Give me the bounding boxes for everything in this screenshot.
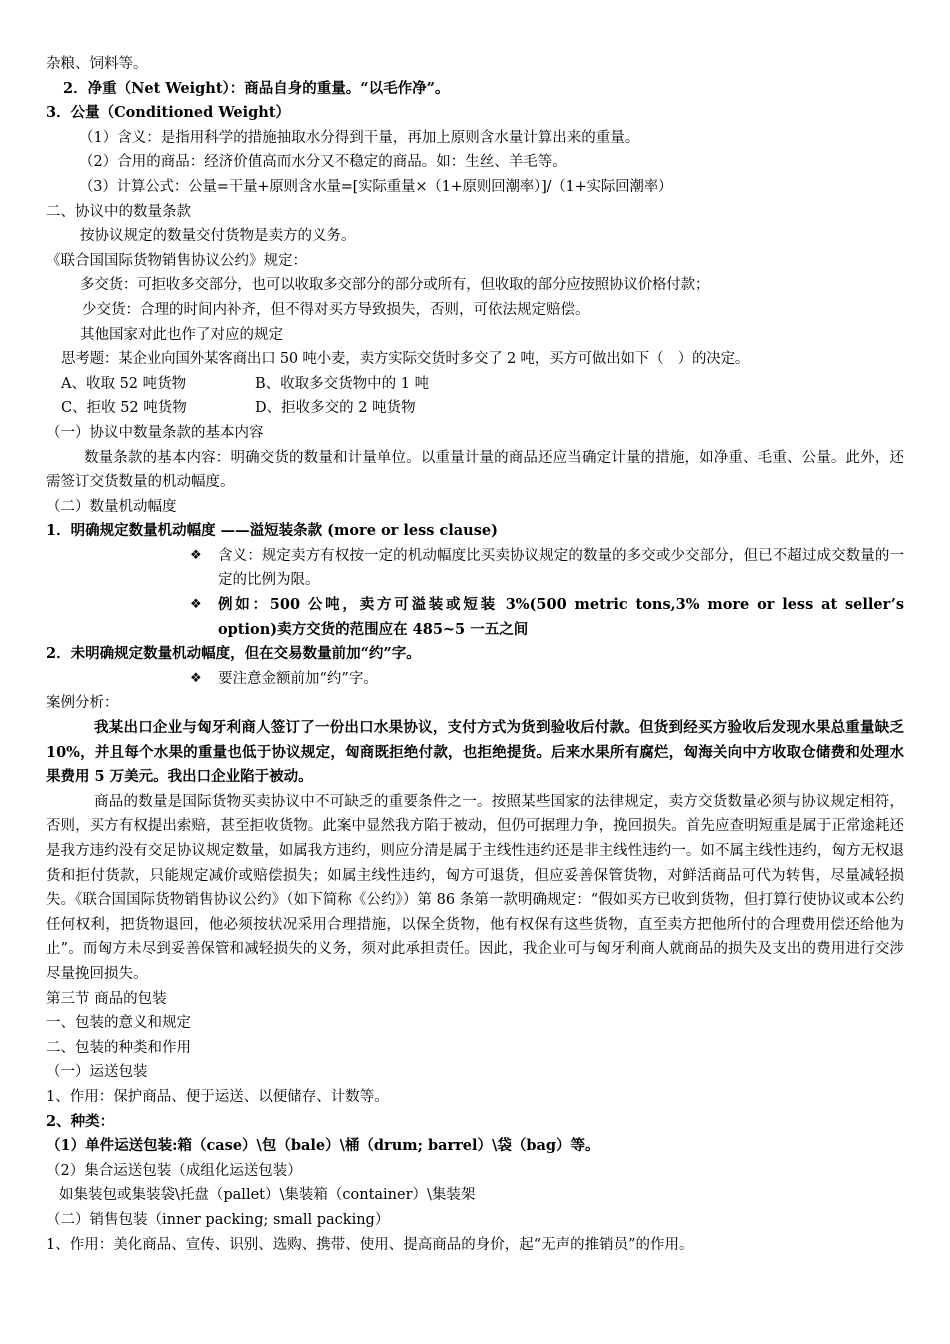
text-line: 按协议规定的数量交付货物是卖方的义务。 [80,228,356,245]
subsection-heading: （二）销售包装（inner packing; small packing） [46,1211,390,1228]
text-line: 1、作用：保护商品、便于运送、以便储存、计数等。 [46,1088,389,1105]
heading-more-or-less-clause: 1．明确规定数量机动幅度 ——溢短装条款 (more or less clause) [46,522,498,540]
section-heading: 第三节 商品的包装 [46,990,167,1007]
heading-unspecified-range: 2．未明确规定数量机动幅度，但在交易数量前加“约”字。 [46,645,421,663]
case-paragraph: 我某出口企业与匈牙利商人签订了一份出口水果协议，支付方式为货到验收后付款。但货到经买方验收后发现水果总重量缺乏 10%，并且每个水果的重量也低于协议规定，匈商既拒绝付款，也拒绝提货。后来水果所有腐烂，匈海关向中方收取仓储费和处理水果费用 5 万美元。我出口企业陷于被动。 [46,719,904,786]
case-heading: 案例分析： [46,695,119,712]
section-heading: 二、协议中的数量条款 [46,203,191,220]
section-heading: 二、包装的种类和作用 [46,1039,191,1056]
text-line: 少交货：合理的时间内补齐，但不得对买方导致损失，否则，可依法规定赔偿。 [82,301,590,318]
text-line: 《联合国国际货物销售协议公约》规定： [46,252,307,269]
choice-c: C、拒收 52 吨货物 [61,400,187,417]
document-page [46,52,904,1257]
paragraph: 数量条款的基本内容：明确交货的数量和计量单位。以重量计量的商品还应当确定计量的措施，如净重、毛重、公量。此外，还需签订交货数量的机动幅度。 [46,449,904,491]
heading-net-weight: 2．净重（Net Weight）：商品自身的重量。“以毛作净”。 [63,79,450,97]
text-line: （1）含义：是指用科学的措施抽取水分得到干量，再加上原则含水量计算出来的重量。 [79,129,640,146]
bullet-item [46,544,904,593]
bullet-text: 含义：规定卖方有权按一定的机动幅度比买卖协议规定的数量的多交或少交部分，但已不超过成交数量的一定的比例为限。 [218,547,904,589]
choice-d: D、拒收多交的 2 吨货物 [255,400,416,417]
text-line: （2）集合运送包装（成组化运送包装） [46,1162,302,1179]
subsection-heading: （一）协议中数量条款的基本内容 [46,424,264,441]
bullet-icon: ❖ [190,597,202,613]
analysis-paragraph: 商品的数量是国际货物买卖协议中不可缺乏的重要条件之一。按照某些国家的法律规定，卖方交货数量必须与协议规定相符，否则，买方有权提出索赔，甚至拒收货物。此案中显然我方陷于被动，但仍可据理力争，挽回损失。首先应查明短重是属于正常途耗还是我方违约没有交足协议规定数量，如属我方违约，则应分清是属于主线性违约还是非主线性违约一。如不属主线性违约，匈方无权退货和拒付货款，只能规定减价或赔偿损失；如属主线性违约，匈方可退货，但应妥善保管货物，对鲜活商品可代为转售，尽量减轻损失。《联合国国际货物销售协议公约》（如下简称《公约》）第 86 条第一款明确规定：“假如买方已收到货物，但打算行使协议或本公约任何权利，把货物退回，他必须按状况采用合理措施，以保全货物，他有权保有这些货物，直至卖方把他所付的合理费用偿还给他为止”。而匈方未尽到妥善保管和减轻损失的义务，须对此承担责任。因此，我企业可与匈牙利商人就商品的损失及支出的费用进行交涉尽量挽回损失。 [46,793,904,982]
bullet-item [46,667,904,692]
bullet-item [46,593,904,642]
text-line: 杂粮、饲料等。 [46,56,148,72]
text-line: （2）合用的商品：经济价值高而水分又不稳定的商品。如：生丝、羊毛等。 [79,154,567,171]
bullet-text: 例如：500 公吨，卖方可溢装或短装 3%(500 metric tons,3% more or less at seller’s option)卖方交货的范围应在 485~5 一五之间 [218,596,904,638]
bullet-text: 要注意金额前加“约”字。 [218,670,378,687]
text-line: 其他国家对此也作了对应的规定 [80,326,283,343]
text-line: （1）单件运送包装:箱（case）\包（bale）\桶（drum; barrel）\袋（bag）等。 [46,1137,600,1155]
text-line: 2、种类： [46,1112,115,1130]
section-heading: 一、包装的意义和规定 [46,1015,191,1032]
bullet-icon: ❖ [190,547,202,563]
subsection-heading: （一）运送包装 [46,1064,148,1081]
subsection-heading: （二）数量机动幅度 [46,498,177,515]
choice-row [46,396,904,421]
choice-row [46,372,904,397]
text-line: 如集装包或集装袋\托盘（pallet）\集装箱（container）\集装架 [59,1187,476,1204]
text-line: 多交货：可拒收多交部分，也可以收取多交部分的部分或所有，但收取的部分应按照协议价格付款； [80,277,710,294]
choice-a: A、收取 52 吨货物 [61,375,187,392]
text-line: 1、作用：美化商品、宣传、识别、选购、携带、使用、提高商品的身价，起“无声的推销员”的作用。 [46,1236,694,1253]
heading-conditioned-weight: 3．公量（Conditioned Weight） [46,104,291,122]
formula-line: （3）计算公式：公量=干量+原则含水量=[实际重量×（1+原则回潮率）]/（1+实际回潮率） [79,178,673,195]
question-line: 思考题：某企业向国外某客商出口 50 吨小麦，卖方实际交货时多交了 2 吨，买方可做出如下（ ）的决定。 [61,351,750,368]
choice-b: B、收取多交货物中的 1 吨 [255,375,430,392]
bullet-icon: ❖ [190,670,202,686]
